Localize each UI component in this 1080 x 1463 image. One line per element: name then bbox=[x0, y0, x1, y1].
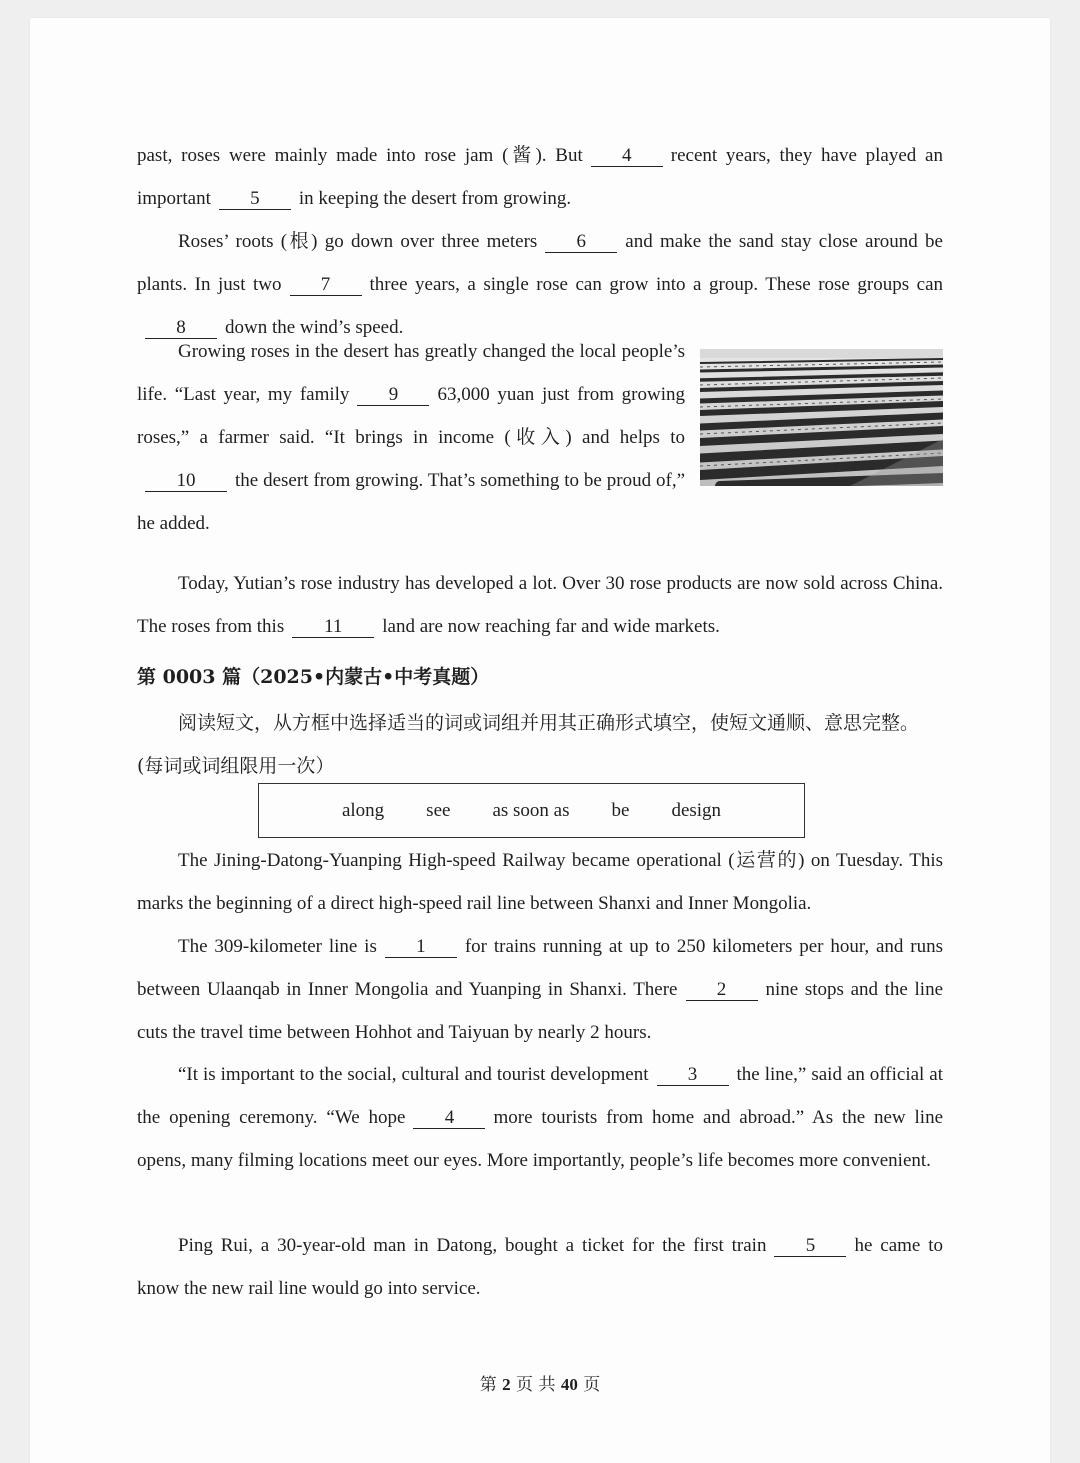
word-bank-item: see bbox=[426, 799, 451, 821]
text-run: more tourists from home and abroad.” As the new line opens, many filming locations meet our eyes. More importantly, people’s life becomes more convenient. bbox=[137, 1107, 943, 1171]
text-run: he came to know the new rail line would go into service. bbox=[137, 1235, 943, 1299]
text-run: the desert from growing. That’s something to be proud of,” he added. bbox=[137, 470, 685, 534]
text-run: for trains running at up to 250 kilometers per hour, and runs between Ulaanqab in Inner Mongolia and Yuanping in Shanxi. There bbox=[137, 936, 943, 1000]
text-run: “It is important to the social, cultural and tourist development bbox=[178, 1064, 649, 1085]
passage1-paragraph-4 bbox=[137, 562, 943, 648]
answer-blank-9[interactable]: 9 bbox=[357, 385, 429, 406]
answer-blank-3[interactable]: 3 bbox=[657, 1065, 729, 1086]
answer-blank-7[interactable]: 7 bbox=[290, 275, 362, 296]
text-run: The Jining-Datong-Yuanping High-speed Railway became operational (运营的) on Tuesday. This marks the beginning of a direct high-speed rail line between Shanxi and Inner Mongolia. bbox=[137, 850, 943, 914]
text-run: and make the sand stay close around be plants. In just two bbox=[137, 231, 943, 295]
rose-field-illustration bbox=[700, 349, 943, 486]
current-page-number: 2 bbox=[502, 1375, 511, 1394]
text-run: 63,000 yuan just from growing roses,” a farmer said. “It brings in income (收入) and helps to bbox=[137, 384, 685, 448]
text-run: down the wind’s speed. bbox=[225, 317, 404, 338]
answer-blank-4b[interactable]: 4 bbox=[413, 1108, 485, 1129]
answer-blank-8[interactable]: 8 bbox=[145, 318, 217, 339]
word-bank-item: be bbox=[611, 799, 630, 821]
answer-blank-11[interactable]: 11 bbox=[292, 617, 374, 638]
section2-paragraph-3 bbox=[137, 1053, 943, 1182]
answer-blank-1[interactable]: 1 bbox=[385, 937, 457, 958]
passage1-paragraph-3 bbox=[137, 330, 685, 545]
text-run: Roses’ roots (根) go down over three meters bbox=[178, 231, 538, 252]
page-number-footer bbox=[30, 1370, 1050, 1395]
section2-paragraph-2 bbox=[137, 925, 943, 1054]
total-pages-number: 40 bbox=[560, 1375, 578, 1394]
text-run: Today, Yutian’s rose industry has developed a lot. Over 30 rose products are now sold across China. The roses from this bbox=[137, 573, 943, 637]
text-run: three years, a single rose can grow into a group. These rose groups can bbox=[369, 274, 944, 295]
text-run: the line,” said an official at the opening ceremony. “We hope bbox=[137, 1064, 943, 1128]
instruction-text: 阅读短文，从方框中选择适当的词或词组并用其正确形式填空，使短文通顺、意思完整。(每词或词组限用一次） bbox=[137, 712, 920, 777]
footer-prefix: 第 bbox=[479, 1375, 497, 1395]
word-bank-item: design bbox=[671, 799, 722, 821]
footer-suffix: 页 bbox=[583, 1375, 601, 1395]
section2-paragraph-4 bbox=[137, 1224, 943, 1310]
answer-blank-2[interactable]: 2 bbox=[686, 980, 758, 1001]
text-run: Ping Rui, a 30-year-old man in Datong, bought a ticket for the first train bbox=[178, 1235, 767, 1256]
section-heading: 第 0003 篇（2025•内蒙古•中考真题） bbox=[137, 666, 490, 688]
document-page bbox=[30, 18, 1050, 1463]
text-run: Growing roses in the desert has greatly changed the local people’s life. “Last year, my family bbox=[137, 341, 685, 405]
word-bank-item: as soon as bbox=[492, 799, 570, 821]
text-run: The 309-kilometer line is bbox=[178, 936, 377, 957]
section2-paragraph-1 bbox=[137, 839, 943, 925]
text-run: past, roses were mainly made into rose jam (酱). But bbox=[137, 145, 583, 166]
answer-blank-5b[interactable]: 5 bbox=[774, 1236, 846, 1257]
answer-blank-6[interactable]: 6 bbox=[545, 232, 617, 253]
rose-field-photo bbox=[700, 349, 943, 486]
passage1-paragraph-1 bbox=[137, 134, 943, 220]
answer-blank-4[interactable]: 4 bbox=[591, 146, 663, 167]
text-run: land are now reaching far and wide markets. bbox=[382, 616, 720, 637]
word-bank-item: along bbox=[341, 799, 385, 821]
text-run: nine stops and the line cuts the travel time between Hohhot and Taiyuan by nearly 2 hours. bbox=[137, 979, 944, 1043]
answer-blank-5[interactable]: 5 bbox=[219, 189, 291, 210]
answer-blank-10[interactable]: 10 bbox=[145, 471, 227, 492]
footer-middle: 页 共 bbox=[516, 1375, 556, 1395]
text-run: recent years, they have played an important bbox=[137, 145, 943, 209]
word-bank-box bbox=[258, 783, 805, 838]
text-run: in keeping the desert from growing. bbox=[298, 188, 572, 209]
